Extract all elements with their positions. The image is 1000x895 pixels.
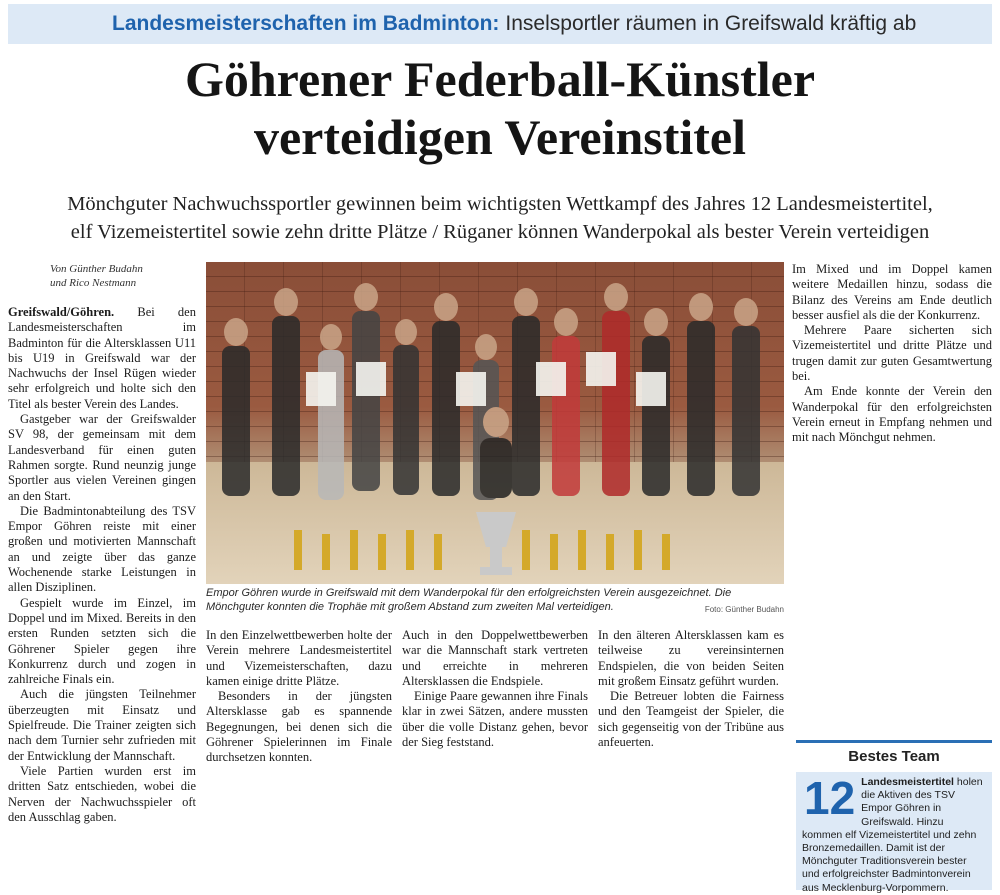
topic-label: Landesmeisterschaften im Badminton:: [112, 12, 500, 35]
subhead-line-1: Mönchguter Nachwuchssportler gewinnen beim wichtigsten Wettkampf des Jahres 12 Landesmeistertitel,: [67, 193, 933, 215]
team-photo: [206, 262, 784, 584]
article-subheadline: [0, 190, 1000, 246]
subhead-line-2: elf Vizemeistertitel sowie zehn dritte Plätze / Rüganer können Wanderpokal als bester Verein verteidigen: [70, 221, 930, 243]
infobox: [796, 772, 992, 894]
article-paragraph: Greifswald/Göhren. Bei den Landesmeisterschaften im Badminton für die Altersklassen U11 bis U19 in Greifswald war der Nachwuchs der Insel Rügen wieder sehr erfolgreich und holte sich den Titel als bester Verein des Landes.: [8, 305, 196, 411]
article-paragraph: Auch die jüngsten Teilnehmer überzeugten mit Einsatz und Spielfreude. Die Trainer zeigten sich nach dem Turnier sehr zufrieden mit der Entwicklung der Mannschaft.: [8, 687, 196, 763]
article-column-2: [206, 628, 392, 890]
article-paragraph: In den älteren Altersklassen kam es teilweise zu vereinsinternen Endspielen, die von beiden Seiten mit großem Einsatz geführt wurden.: [598, 628, 784, 688]
article-paragraph: Die Betreuer lobten die Fairness und den Teamgeist der Spieler, die sich gegenseitig von der Tribüne aus anfeuerten.: [598, 689, 784, 750]
article-paragraph: Einige Paare gewannen ihre Finals klar in zwei Sätzen, andere mussten über die volle Distanz gehen, bevor der Sieg feststand.: [402, 689, 588, 750]
article-column-1: [8, 305, 196, 890]
photo-caption: Empor Göhren wurde in Greifswald mit dem Wanderpokal für den erfolgreichsten Verein ausgezeichnet. Die Mönchguter konnten die Trophäe mit großem Abstand zum zweiten Mal verteidigen.: [206, 587, 732, 613]
infobox-text: holen die Aktiven des TSV Empor Göhren in Greifswald. Hinzu kommen elf Vizemeistertitel und zehn Bronzemedaillen. Damit ist der Mönchguter Traditionsverein bester und erfolgreichster Badmintonverein aus Mecklenburg-Vorpommern.: [802, 776, 983, 894]
topic-banner: [8, 4, 992, 44]
headline-line-1: Göhrener Federball-Künstler: [184, 51, 816, 107]
headline-line-2: verteidigen Vereinstitel: [253, 109, 747, 165]
infobox-title: Bestes Team: [848, 748, 940, 765]
infobox-number: 12: [804, 772, 856, 824]
article-paragraph: Die Badmintonabteilung des TSV Empor Göhren reiste mit einer großen und motivierten Mannschaft an und zeigte über das ganze Wochenende starke Leistungen in allen Disziplinen.: [8, 503, 196, 595]
photo-figures: [206, 262, 784, 584]
byline-line-2: und Rico Nestmann: [50, 277, 137, 289]
article-paragraph: In den Einzelwettbewerben holte der Verein mehrere Landesmeistertitel und Vizemeisterschaften, dazu kamen einige dritte Plätze.: [206, 628, 392, 688]
article-paragraph: Gastgeber war der Greifswalder SV 98, der gemeinsam mit dem Landesverband für einen guten Rahmen sorgte. Rund neunzig junge Sportler aus vielen Vereinen gingen an den Start.: [8, 412, 196, 503]
article-paragraph: Mehrere Paare sicherten sich Vizemeistertitel und dritte Plätze und trugen damit zur guten Gesamtwertung bei.: [792, 323, 992, 384]
article-headline: [0, 50, 1000, 166]
article-paragraph: Viele Partien wurden erst im dritten Satz entschieden, wobei die Nerven der Nachwuchsspieler oft den Ausschlag gaben.: [8, 763, 196, 824]
photo-credit: Foto: Günther Budahn: [704, 605, 784, 614]
author-byline: [50, 262, 200, 290]
article-paragraph: Gespielt wurde im Einzel, im Doppel und im Mixed. Bereits in den ersten Runden setzten sich die Göhrener Spieler gegen ihre Konkurrenz durch und zogen in zahlreiche Finals ein.: [8, 595, 196, 687]
article-paragraph: Im Mixed und im Doppel kamen weitere Medaillen hinzu, sodass die Bilanz des Vereins am Ende deutlich besser ausfiel als die der Konkurrenz.: [792, 262, 992, 322]
article-column-5: [792, 262, 992, 727]
infobox-rule: [796, 740, 992, 743]
topic-teaser: Inselsportler räumen in Greifswald kräftig ab: [505, 12, 917, 35]
article-column-4: [598, 628, 784, 890]
dateline: Greifswald/Göhren.: [8, 305, 115, 319]
article-paragraph: Besonders in der jüngsten Altersklasse gab es spannende Begegnungen, bei denen sich die Göhrener Spielerinnen im Finale durchsetzen konnten.: [206, 689, 392, 765]
article-column-3: [402, 628, 588, 890]
infobox-bold-text: Landesmeistertitel: [861, 776, 954, 788]
article-paragraph: Auch in den Doppelwettbewerben war die Mannschaft stark vertreten und erreichte in mehreren Altersklassen die Endspiele.: [402, 628, 588, 688]
byline-line-1: Von Günther Budahn: [50, 263, 143, 275]
article-paragraph: Am Ende konnte der Verein den Wanderpokal für den erfolgreichsten Verein erneut in Empfang nehmen und mit nach Mönchgut nehmen.: [792, 384, 992, 445]
